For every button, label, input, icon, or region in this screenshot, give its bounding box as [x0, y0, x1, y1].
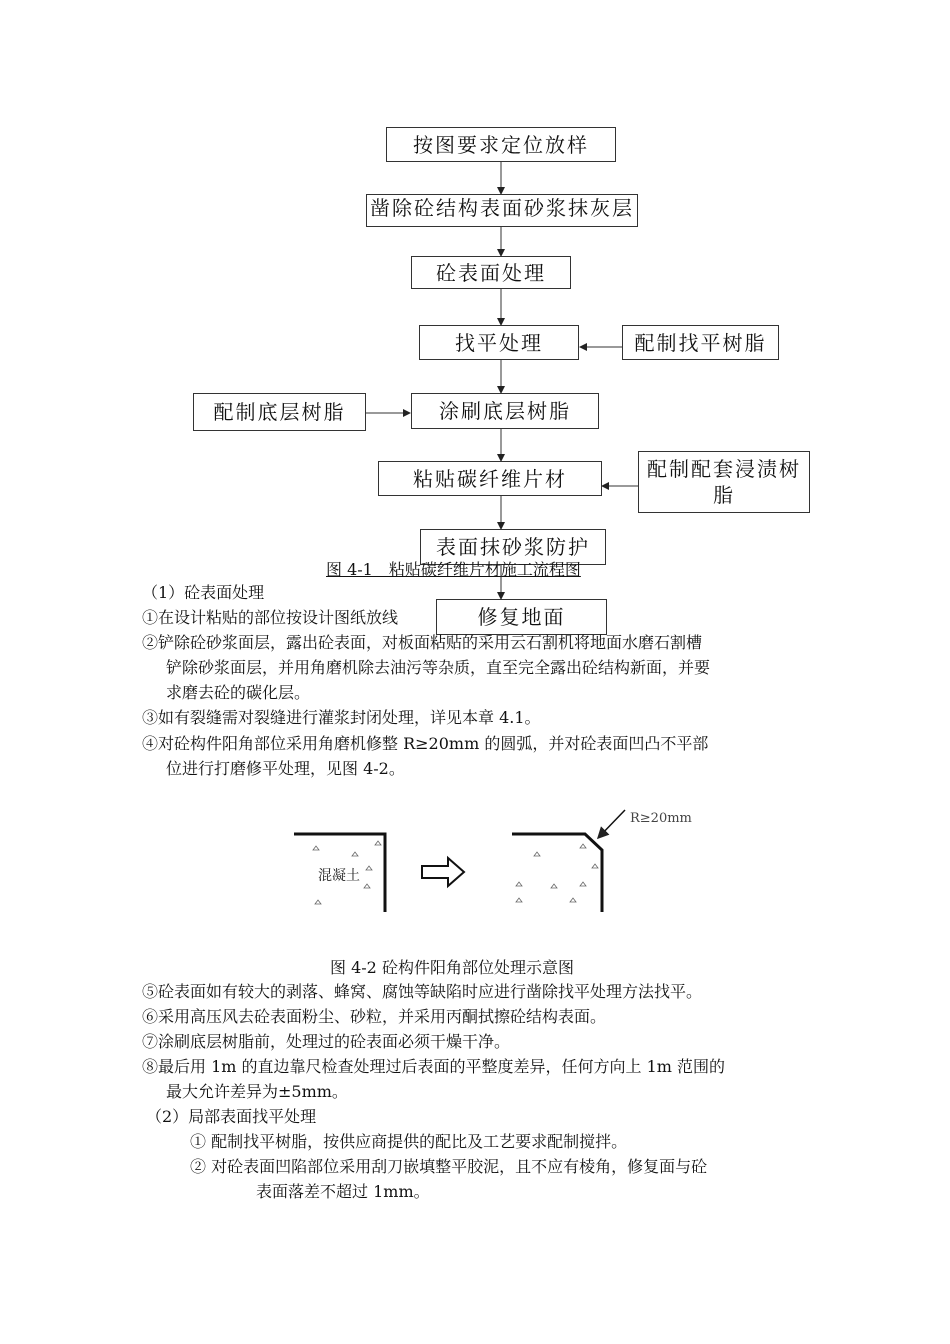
flow-step-primer: 涂刷底层树脂: [411, 393, 599, 429]
section-1-item-2-line-3: 求磨去砼的碳化层。: [166, 683, 311, 702]
right-arrow-icon: [422, 858, 464, 886]
section-1-item-6: ⑥采用高压风去砼表面粉尘、砂粒，并采用丙酮拭擦砼结构表面。: [142, 1007, 607, 1026]
section-1-item-2-line-2: 铲除砂浆面层，并用角磨机除去油污等杂质，直至完全露出砼结构新面，并要: [166, 658, 711, 677]
flow-step-repair-floor: 修复地面: [436, 599, 607, 635]
section-2-item-1: ① 配制找平树脂，按供应商提供的配比及工艺要求配制搅拌。: [190, 1132, 628, 1151]
section-1-item-7: ⑦涂刷底层树脂前，处理过的砼表面必须干燥干净。: [142, 1032, 511, 1051]
flow-side-leveling-resin: 配制找平树脂: [622, 325, 779, 360]
flow-step-remove-plaster: 凿除砼结构表面砂浆抹灰层: [366, 194, 638, 227]
section-1-item-5: ⑤砼表面如有较大的剥落、蜂窝、腐蚀等缺陷时应进行凿除找平处理方法找平。: [142, 982, 703, 1001]
section-1-item-1: ①在设计粘贴的部位按设计图纸放线: [142, 608, 399, 627]
concrete-corner-rounded: [512, 834, 602, 912]
concrete-label: 混凝土: [318, 868, 360, 884]
figure-4-2-caption: 图 4-2 砼构件阳角部位处理示意图: [330, 958, 574, 977]
section-2-heading: （2）局部表面找平处理: [146, 1107, 317, 1126]
flow-step-locate: 按图要求定位放样: [386, 127, 616, 162]
section-2-item-2-line-1: ② 对砼表面凹陷部位采用刮刀嵌填整平胶泥，且不应有棱角，修复面与砼: [190, 1157, 708, 1176]
radius-pointer-arrow: [598, 810, 625, 838]
section-1-item-8-line-1: ⑧最后用 1m 的直边靠尺检查处理过后表面的平整度差异，任何方向上 1m 范围的: [142, 1057, 726, 1076]
section-1-item-4-line-2: 位进行打磨修平处理，见图 4-2。: [166, 759, 405, 778]
section-1-item-3: ③如有裂缝需对裂缝进行灌浆封闭处理，详见本章 4.1。: [142, 708, 541, 727]
section-2-item-2-line-2: 表面落差不超过 1mm。: [256, 1182, 430, 1201]
flow-side-impregnating-resin: 配制配套浸渍树脂: [638, 451, 810, 513]
flow-step-surface-treatment: 砼表面处理: [411, 256, 571, 289]
flow-step-leveling: 找平处理: [419, 325, 579, 360]
section-1-heading: （1）砼表面处理: [142, 583, 265, 602]
section-1-item-4-line-1: ④对砼构件阳角部位采用角磨机修整 R≥20mm 的圆弧，并对砼表面凹凸不平部: [142, 734, 709, 753]
section-1-item-8-line-2: 最大允许差异为±5mm。: [166, 1082, 348, 1101]
radius-label: R≥20mm: [630, 811, 692, 826]
figure-4-2-diagram: [280, 798, 700, 918]
flow-step-mortar-protection: 表面抹砂浆防护: [420, 529, 606, 565]
figure-4-1-caption: 图 4-1 粘贴碳纤维片材施工流程图: [326, 560, 581, 579]
flow-step-carbon-fiber: 粘贴碳纤维片材: [378, 461, 602, 496]
flow-side-primer-resin: 配制底层树脂: [193, 393, 366, 431]
section-1-item-2-line-1: ②铲除砼砂浆面层，露出砼表面，对板面粘贴的采用云石割机将地面水磨石割槽: [142, 633, 703, 652]
